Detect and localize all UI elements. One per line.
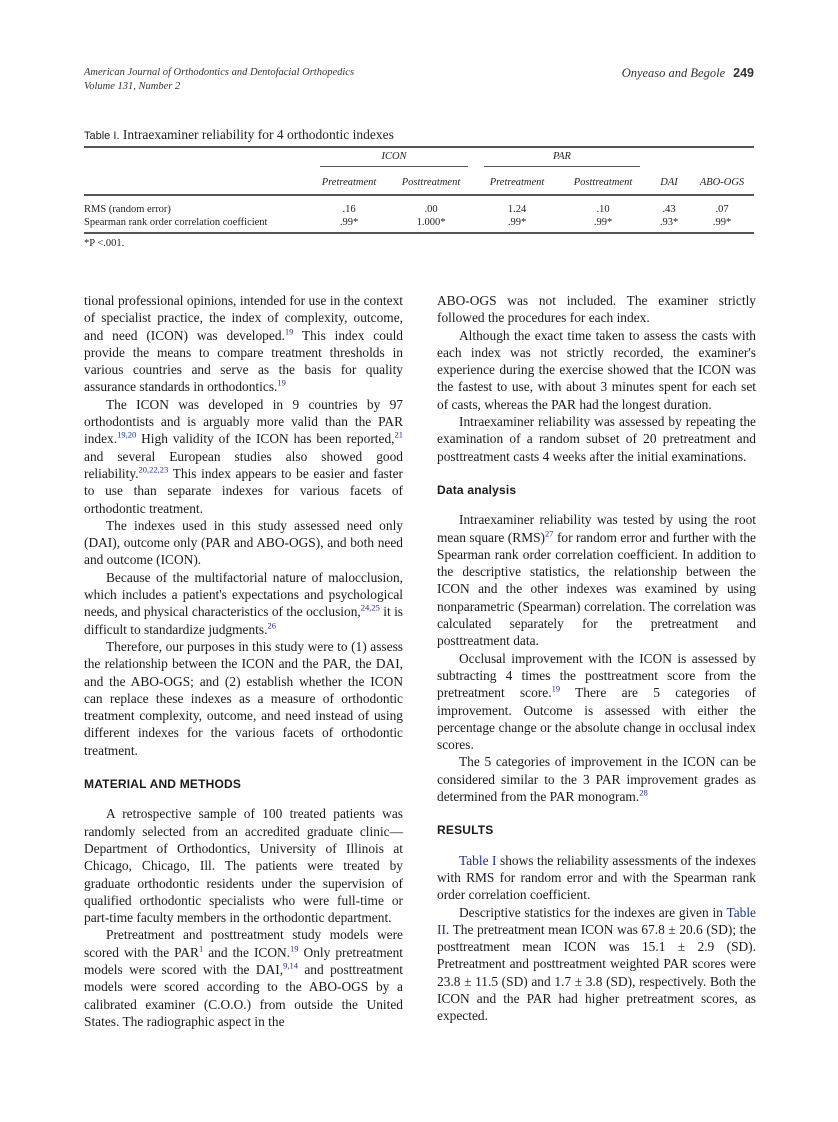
paragraph: The 5 categories of improvement in the ICON can be considered similar to the 3 PAR improvement grades as determined from the PAR monogram.$^{28}$ <box>437 754 756 805</box>
right-column <box>437 292 756 1025</box>
left-column <box>84 292 403 1030</box>
paragraph: Therefore, our purposes in this study were to (1) assess the relationship between the ICON and the PAR, the DAI, and the ABO-OGS; and (2) establish whether the ICON can replace these indexes as a measure of orthodontic treatment complexity, outcome, and need instead of using different indexes for the various facets of orthodontic treatment. <box>84 638 403 758</box>
citation-link[interactable]: 19,20 <box>117 429 137 440</box>
section-heading-methods: MATERIAL AND METHODS <box>84 777 242 792</box>
table-cell: 1.000* <box>386 216 476 233</box>
table-row <box>84 195 754 216</box>
reliability-table <box>84 146 754 234</box>
citation-link[interactable]: 19 <box>551 683 561 694</box>
group-header-par: PAR <box>476 148 648 170</box>
paragraph: Descriptive statistics for the indexes are given in Table II. The pretreatment mean ICON was 67.8 ± 20.6 (SD); the posttreatment mean ICON was 15.1 ± 2.9 (SD). Pretreatment and posttreatment weighted PAR scores were 23.8 ± 11.5 (SD) and 1.7 ± 3.8 (SD), respectively. Both the ICON and the PAR had higher pretreatment scores, as expected. <box>437 904 756 1024</box>
column-header: DAI <box>648 170 690 195</box>
table-row <box>84 216 754 233</box>
table-cell: .99* <box>558 216 648 233</box>
paragraph: Occlusal improvement with the ICON is assessed by subtracting 4 times the posttreatment score from the pretreatment score.$^{19}$ There are 5 categories of improvement. Outcome is assessed with either the percentage change or the absolute change in occlusal index scores. <box>437 650 756 753</box>
citation-link[interactable]: 20,22,23 <box>138 464 169 475</box>
paragraph: Because of the multifactorial nature of malocclusion, which includes a patient's expectations and psychological needs, and physical characteristics of the occlusion,$^{24,25}$ it is difficult to standardize judgments.$^{26}$ <box>84 569 403 637</box>
table-cell: .99* <box>476 216 558 233</box>
table-caption <box>84 127 394 143</box>
section-heading-results: RESULTS <box>437 823 494 838</box>
paragraph: Table I shows the reliability assessments of the indexes with RMS for random error and with the Spearman rank order correlation coefficient. <box>437 852 756 903</box>
column-header: Posttreatment <box>558 170 648 195</box>
table-cell: .93* <box>648 216 690 233</box>
column-header: ABO-OGS <box>690 170 754 195</box>
table-footnote: *P <.001. <box>84 238 125 249</box>
table-link[interactable]: Table II <box>437 904 756 937</box>
table-title: Intraexaminer reliability for 4 orthodontic indexes <box>122 127 394 142</box>
table-cell: .00 <box>424 204 438 215</box>
table-cell: .07 <box>715 204 729 215</box>
column-header: Pretreatment <box>476 170 558 195</box>
journal-name: American Journal of Orthodontics and Dentofacial Orthopedics <box>84 67 355 78</box>
paragraph: tional professional opinions, intended for use in the context of specialist practice, the index of complexity, outcome, and need (ICON) was developed.$^{19}$ This index could provide the means to compare treatment thresholds in various countries and serve as the basis for quality assurance standards in orthodontics.$^{19}$ <box>84 293 403 395</box>
table-link[interactable]: Table I <box>459 852 497 868</box>
paragraph: Intraexaminer reliability was assessed by repeating the examination of a random subset of 20 pretreatment and posttreatment casts 4 weeks after the initial examinations. <box>437 414 756 464</box>
table-cell: .43 <box>662 204 676 215</box>
paragraph: Intraexaminer reliability was tested by using the root mean square (RMS)$^{27}$ for random error and further with the Spearman rank order correlation coefficient. In addition to the descriptive statistics, the relationship between the ICON and the other indexes was examined by using nonparametric (Spearman) correlation. The correlation was calculated separately for the pretreatment and posttreatment data. <box>437 512 756 649</box>
paragraph: The ICON was developed in 9 countries by 97 orthodontists and is arguably more valid than the PAR index.$^{19,20}$ High validity of the ICON has been reported,$^{21}$ and several European studies also showed good reliability.$^{20,22,23}$ This index appears to be easier and faster to use than separate indexes for various facets of orthodontic treatment. <box>84 396 403 516</box>
column-header: Pretreatment <box>312 170 386 195</box>
running-header-right <box>622 66 754 81</box>
citation-link[interactable]: 19 <box>290 943 299 954</box>
paragraph: ABO-OGS was not included. The examiner strictly followed the procedures for each index. <box>437 293 756 326</box>
authors: Onyeaso and Begole <box>621 66 726 80</box>
table-cell: .10 <box>596 204 610 215</box>
volume-info: Volume 131, Number 2 <box>84 80 181 92</box>
section-heading-data-analysis: Data analysis <box>437 482 517 497</box>
citation-link[interactable]: 28 <box>639 787 648 798</box>
paragraph: The indexes used in this study assessed need only (DAI), outcome only (PAR and ABO-OGS), and both need and outcome (ICON). <box>84 517 403 568</box>
citation-link[interactable]: 1 <box>198 943 204 954</box>
paragraph: A retrospective sample of 100 treated patients was randomly selected from an accredited graduate clinic—Department of Orthodontics, University of Illinois at Chicago, Chicago, Ill. The patients were treated by graduate orthodontic residents under the supervision of qualified orthodontic specialists who were full-time or part-time faculty members in the orthodontic department. <box>84 806 403 926</box>
row-label: Spearman rank order correlation coefficient <box>84 216 312 233</box>
table-cell: .99* <box>312 216 386 233</box>
table-cell: .16 <box>342 204 356 215</box>
citation-link[interactable]: 21 <box>394 429 403 440</box>
paragraph: Although the exact time taken to assess the casts with each index was not strictly recorded, the examiner's experience during the exercise showed that the ICON was the fastest to use, with about 3 minutes spent for each set of casts, whereas the PAR had the longest duration. <box>437 327 756 412</box>
table-cell: .99* <box>690 216 754 233</box>
group-header-icon: ICON <box>312 148 476 170</box>
row-label: RMS (random error) <box>84 204 171 215</box>
column-header: Posttreatment <box>386 170 476 195</box>
citation-link[interactable]: 19 <box>277 378 286 389</box>
citation-link[interactable]: 24,25 <box>360 602 380 613</box>
page-number: 249 <box>733 66 754 80</box>
citation-link[interactable]: 19 <box>284 326 294 337</box>
paragraph: Pretreatment and posttreatment study models were scored with the PAR$^1$ and the ICON.$^{19}$ Only pretreatment models were scored with the DAI,$^{9,14}$ and posttreatment models were scored according to the ABO-OGS by a calibrated examiner (C.O.O.) from outside the United States. The radiographic aspect in the <box>84 927 403 1029</box>
citation-link[interactable]: 9,14 <box>283 960 298 971</box>
running-header-left <box>84 66 354 93</box>
citation-link[interactable]: 27 <box>545 528 554 539</box>
table-label: Table I. <box>84 130 120 142</box>
citation-link[interactable]: 26 <box>267 620 276 631</box>
table-cell: 1.24 <box>507 204 527 215</box>
